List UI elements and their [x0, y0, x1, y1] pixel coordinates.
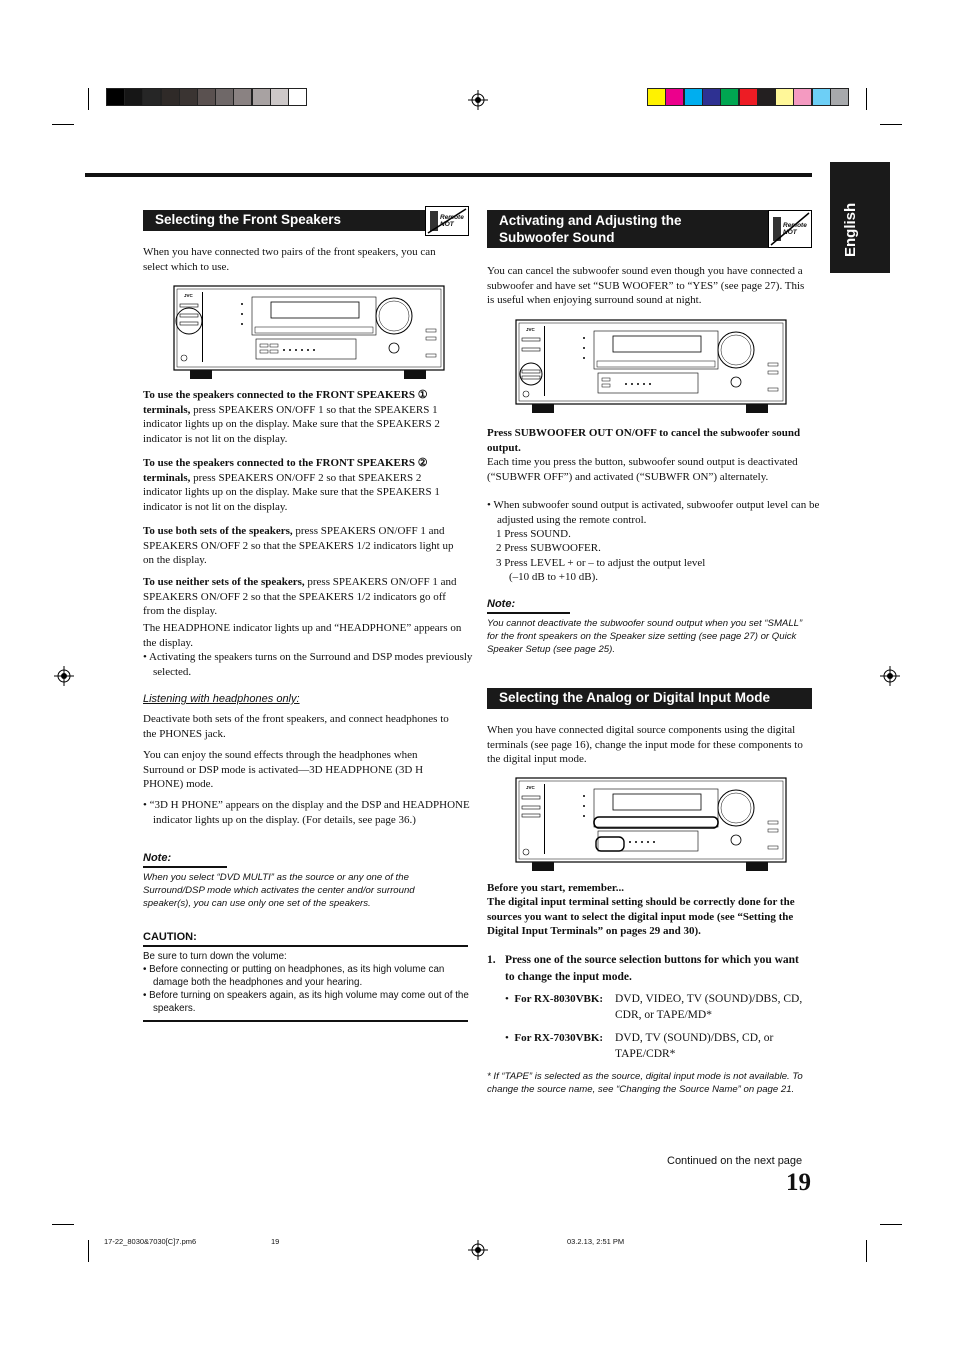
footer-page: 19 [271, 1237, 280, 1246]
registration-mark-icon [54, 666, 74, 686]
paragraph-bold: To use neither sets of the speakers, [143, 576, 305, 588]
gray-swatch [124, 88, 143, 106]
bullet-3d-hphone: • “3D H PHONE” appears on the display and the DSP and HEADPHONE indicator lights up on the display. (For details, see page 36.) [143, 799, 470, 826]
color-swatch [739, 88, 758, 106]
gray-swatch [288, 88, 307, 106]
bullet-activating-speakers: • Activating the speakers turns on the Surround and DSP modes previously selected. [143, 651, 473, 678]
subwoofer-instruction: Press SUBWOOFER OUT ON/OFF to cancel the subwoofer sound output. [487, 427, 801, 454]
section-heading-subwoofer [487, 210, 768, 248]
top-rule [85, 173, 812, 177]
paragraph-both-speakers [143, 524, 463, 568]
crop-mark [52, 124, 74, 125]
model-rx7030-label: • For RX-7030VBK: [505, 1032, 604, 1044]
footer-date: 03.2.13, 2:51 PM [567, 1237, 625, 1246]
gray-swatch [142, 88, 161, 106]
receiver-front-panel-icon [172, 284, 446, 382]
gray-swatch [215, 88, 234, 106]
paragraph-text: press SPEAKERS ON/OFF 2 so that SPEAKERS 2 indicator lights up on the display. Make sure that the SPEAKERS 1 indicator is not lit on the display. [143, 471, 440, 513]
gray-swatch [270, 88, 289, 106]
color-swatch [775, 88, 794, 106]
color-swatch [665, 88, 684, 106]
gray-swatch [252, 88, 271, 106]
subheading-headphones: Listening with headphones only: [143, 693, 300, 705]
receiver-illustration [172, 284, 446, 382]
model-rx8030-label: • For RX-8030VBK: [505, 993, 604, 1005]
paragraph-front-speakers-2 [143, 456, 463, 514]
heading-line-1: Activating and Adjusting the [499, 213, 682, 228]
crop-mark [88, 88, 89, 110]
receiver-illustration [514, 318, 788, 416]
color-swatch [702, 88, 721, 106]
intro-text: When you have connected two pairs of the front speakers, you can select which to use. [143, 246, 436, 273]
paragraph-front-speakers-1 [143, 388, 463, 446]
receiver-front-panel-icon [514, 318, 788, 416]
model-rx7030-sources: DVD, TV (SOUND)/DBS, CD, or TAPE/CDR* [615, 1032, 774, 1060]
footnote: * If “TAPE” is selected as the source, digital input mode is not available. To change the source name, see “Changing the Source Name” on page 21. [487, 1071, 803, 1095]
remote-label: Remote [783, 222, 807, 229]
subwoofer-step-3: 3 Press LEVEL + or – to adjust the output level [496, 557, 706, 569]
page-number: 19 [786, 1169, 811, 1196]
receiver-front-panel-icon [514, 776, 788, 874]
paragraph-text: press SPEAKERS ON/OFF 1 so that the SPEAKERS 1 indicator lights up on the display. Make sure that the SPEAKERS 2 indicator is not lit on the display. [143, 403, 440, 445]
note-rule [143, 866, 227, 868]
crop-mark [880, 1224, 902, 1225]
registration-mark-icon [880, 666, 900, 686]
caution-rule-top [143, 945, 468, 947]
footer-file: 17-22_8030&7030[C]7.pm6 [104, 1237, 197, 1246]
section-heading-front-speakers: Selecting the Front Speakers [143, 210, 425, 231]
color-swatch [793, 88, 812, 106]
remote-not-text [440, 214, 464, 228]
model-rx8030-sources: DVD, VIDEO, TV (SOUND)/DBS, CD, CDR, or TAPE/MD* [615, 993, 803, 1021]
subwoofer-step-3-range: (–10 dB to +10 dB). [509, 571, 599, 583]
remote-not-badge [768, 210, 812, 248]
paragraph-bold: To use the speakers connected to the FRONT SPEAKERS ① terminals, [143, 389, 428, 416]
remote-not-badge [425, 206, 469, 236]
subwoofer-toggle-text: Each time you press the button, subwoofer sound output is deactivated (“SUBWFR OFF”) and activated (“SUBWFR ON”) alternately. [487, 456, 798, 483]
note-text: You cannot deactivate the subwoofer sound output when you set “SMALL” for the front speakers on the Speaker size setting (see page 27) or Quick Speaker Setup (see page 25). [487, 618, 803, 655]
gray-swatch [106, 88, 125, 106]
model-name: For RX-7030VBK: [514, 1032, 604, 1044]
svg-text:JVC: JVC [184, 293, 193, 298]
color-swatch [647, 88, 666, 106]
color-swatch [757, 88, 776, 106]
crop-mark [866, 1240, 867, 1262]
caution-title: CAUTION: [143, 931, 197, 943]
not-label: NOT [440, 221, 454, 228]
svg-text:JVC: JVC [526, 785, 535, 790]
gray-swatch [161, 88, 180, 106]
gray-swatch [197, 88, 216, 106]
paragraph-text: press SPEAKERS ON/OFF 1 and SPEAKERS ON/OFF 2 so that the SPEAKERS 1/2 indicators go off from the display. [143, 576, 457, 618]
registration-mark-icon [468, 1240, 488, 1260]
crop-mark [52, 1224, 74, 1225]
caution-bullet-2: • Before turning on speakers again, as its high volume may come out of the speakers. [143, 990, 469, 1014]
subwoofer-step-2: 2 Press SUBWOOFER. [496, 542, 601, 554]
caution-rule-bottom [143, 1020, 468, 1022]
before-start-title: Before you start, remember... [487, 882, 624, 894]
note-title: Note: [487, 598, 516, 610]
not-label: NOT [783, 229, 797, 236]
color-swatch [830, 88, 849, 106]
before-start-text: The digital input terminal setting should be correctly done for the sources you want to select the digital input mode (see “Setting the Digital Input Terminals” on pages 29 and 30). [487, 896, 795, 938]
step-text: Press one of the source selection buttons for which you want to change the input mode. [505, 954, 799, 983]
svg-text:JVC: JVC [526, 327, 535, 332]
color-swatch [812, 88, 831, 106]
receiver-illustration [514, 776, 788, 874]
crop-mark [866, 88, 867, 110]
paragraph-bold: To use both sets of the speakers, [143, 525, 293, 537]
note-title: Note: [143, 852, 172, 864]
caution-bullet-1: • Before connecting or putting on headphones, as its high volume can damage both the headphones and your hearing. [143, 964, 445, 988]
gray-swatch [233, 88, 252, 106]
section-heading-input-mode: Selecting the Analog or Digital Input Mode [487, 688, 812, 709]
remote-not-text [783, 222, 807, 236]
model-name: For RX-8030VBK: [514, 993, 604, 1005]
language-tab-label: English [842, 202, 859, 257]
caution-intro: Be sure to turn down the volume: [143, 951, 287, 962]
paragraph-bold: To use the speakers connected to the FRONT SPEAKERS ② terminals, [143, 457, 428, 484]
note-rule [487, 612, 570, 614]
crop-mark [88, 1240, 89, 1262]
heading-line-2: Subwoofer Sound [499, 230, 615, 245]
continued-text: Continued on the next page [667, 1155, 803, 1167]
paragraph-deactivate: Deactivate both sets of the front speakers, and connect headphones to the PHONES jack. [143, 713, 449, 740]
paragraph-headphone-indicator: The HEADPHONE indicator lights up and “HEADPHONE” appears on the display. [143, 622, 462, 649]
note-text: When you select “DVD MULTI” as the source or any one of the Surround/DSP mode which activates the center and/or surround speaker(s), you can use only one set of the speakers. [143, 872, 415, 909]
gray-swatch [179, 88, 198, 106]
registration-mark-icon [468, 90, 488, 110]
subwoofer-step-1: 1 Press SOUND. [496, 528, 571, 540]
color-swatch [684, 88, 703, 106]
step-number: 1. [487, 954, 496, 966]
paragraph-neither-speakers [143, 575, 463, 619]
paragraph-sound-effects: You can enjoy the sound effects through the headphones when Surround or DSP mode is activated—3D HEADPHONE (3D H PHONE) mode. [143, 749, 424, 791]
input-mode-intro: When you have connected digital source components using the digital terminals (see page 16), change the input mode for these components to the digital input mode. [487, 724, 803, 766]
subwoofer-intro: You can cancel the subwoofer sound even though you have connected a subwoofer and have set “SUB WOOFER” to “YES” (see page 27). This is useful when enjoying surround sound at night. [487, 265, 805, 307]
paragraph-text: press SPEAKERS ON/OFF 1 and SPEAKERS ON/OFF 2 so that the SPEAKERS 1/2 indicators light up on the display. [143, 525, 454, 567]
color-swatch [720, 88, 739, 106]
crop-mark [880, 124, 902, 125]
subwoofer-bullet: • When subwoofer sound output is activated, subwoofer output level can be adjusted using the remote control. [487, 499, 820, 526]
language-tab [830, 162, 890, 273]
remote-label: Remote [440, 214, 464, 221]
